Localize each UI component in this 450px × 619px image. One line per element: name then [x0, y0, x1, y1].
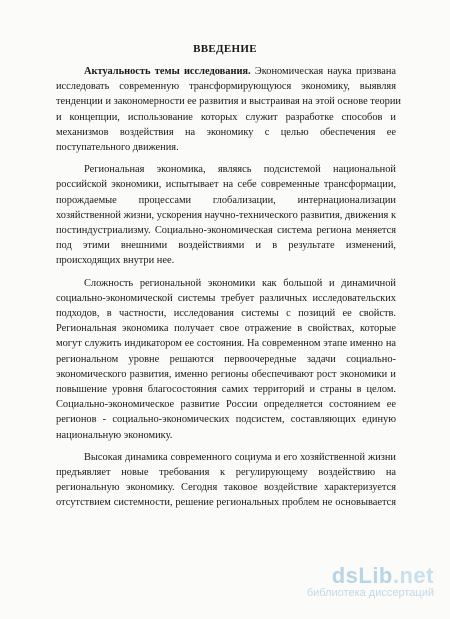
paragraph-line: отсутствием системности, решение региональных проблем не основывается: [56, 497, 396, 509]
paragraph-line: Высокая динамика современного социума и его хозяйственной жизни: [84, 451, 396, 463]
paragraph-line: могут служить индикатором ее состояния. На современном этапе именно на: [56, 338, 396, 350]
watermark-logo: [332, 563, 434, 589]
paragraph-line: предъявляет новые требования к регулирующему воздействию на: [56, 467, 396, 479]
paragraph-line: постиндустриализму. Социально-экономическая система региона меняется: [56, 225, 396, 237]
paragraph-line: происходящих внутри нее.: [56, 255, 175, 267]
paragraph-line: и концепции, использование которых служит разработке способов и: [56, 111, 396, 123]
paragraph-line: регионов - социально-экономических подсистем, составляющих единую: [56, 414, 396, 426]
paragraph-line: хозяйственной жизни, ускорения научно-технического развития, движения к: [56, 209, 396, 221]
watermark-domain: .net: [392, 563, 434, 588]
paragraph-line: [56, 64, 396, 79]
paragraph-line: механизмов воздействия на экономику с целью обеспечения ее: [56, 126, 396, 138]
paragraph-line: повышение уровня благосостояния самих территорий и страны в целом.: [56, 384, 396, 396]
section-lead: Актуальность темы исследования.: [84, 66, 251, 77]
page-title: ВВЕДЕНИЕ: [193, 43, 257, 55]
paragraph-line: Региональная экономика, являясь подсистемой национальной: [84, 164, 396, 176]
paragraph-line: поступательного движения.: [56, 142, 179, 154]
watermark-subtitle: библиотека диссертаций: [306, 587, 434, 599]
dslib-watermark[interactable]: [284, 563, 434, 603]
watermark-brand: dsLib: [331, 563, 393, 588]
paragraph-line: российской экономики, испытывает на себе современные трансформации,: [56, 179, 396, 191]
paragraph-line: социально-экономической системы требует различных исследовательских: [56, 292, 396, 304]
paragraph-line: тенденции и закономерности ее развития и выстраивая на этой основе теории: [56, 96, 401, 108]
paragraph-line: региональном уровне решаются первоочередные задачи социально-: [56, 353, 396, 365]
paragraph-line: региональную экономику. Сегодня таковое воздействие характеризуется: [56, 482, 396, 494]
paragraph-line: Региональная экономика получает свое отражение в свойствах, которые: [56, 323, 396, 335]
paragraph-line: подходов, в частности, исследования системы с позиций ее свойств.: [56, 308, 396, 320]
paragraph-line: под этими внешними воздействиями и в результате изменений,: [56, 240, 396, 252]
paragraph-line: Сложность региональной экономики как большой и динамичной: [84, 277, 396, 289]
paragraph-line: экономического развития, именно регионы обеспечивают рост экономики и: [56, 368, 396, 380]
document-body: [56, 64, 401, 511]
paragraph-line: исследовать современную трансформирующуюся экономику, выявляя: [56, 81, 396, 93]
paragraph-line: порождаемые процессами глобализации, интернационализации: [56, 194, 396, 206]
paragraph-line: Социально-экономическое развитие России определяется состоянием ее: [56, 399, 396, 411]
paragraph-line: национальную экономику.: [56, 429, 173, 441]
text-run: Экономическая наука призвана: [250, 66, 397, 77]
